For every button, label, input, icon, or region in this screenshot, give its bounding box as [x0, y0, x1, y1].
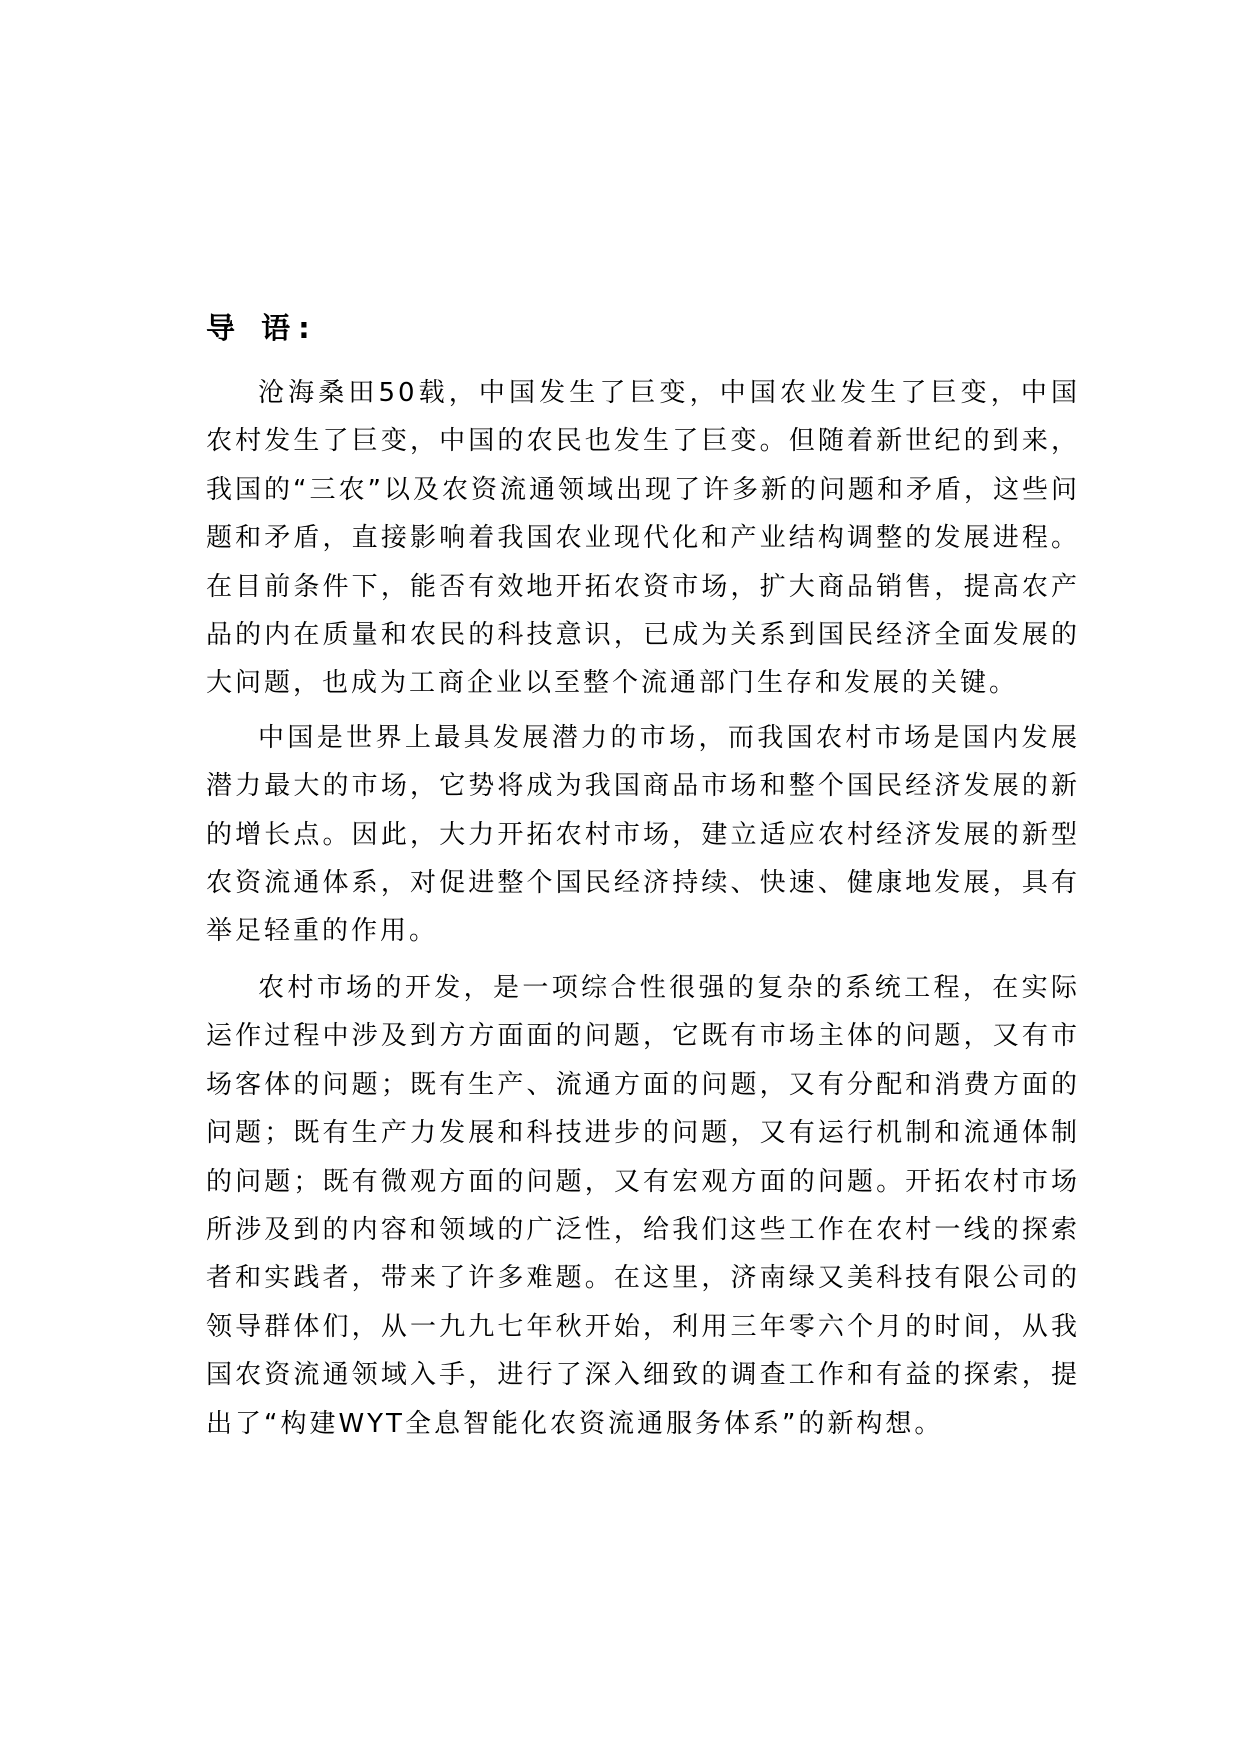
- paragraph-1: 沧海桑田50载，中国发生了巨变，中国农业发生了巨变，中国农村发生了巨变，中国的农民也发生了巨变。但随着新世纪的到来，我国的“三农”以及农资流通领域出现了许多新的问题和矛盾，这些问题和矛盾，直接影响着我国农业现代化和产业结构调整的发展进程。在目前条件下，能否有效地开拓农资市场，扩大商品销售，提高农产品的内在质量和农民的科技意识，已成为关系到国民经济全面发展的大问题，也成为工商企业以至整个流通部门生存和发展的关键。: [206, 378, 1080, 699]
- paragraph-2: 中国是世界上最具发展潜力的市场，而我国农村市场是国内发展潜力最大的市场，它势将成为我国商品市场和整个国民经济发展的新的增长点。因此，大力开拓农村市场，建立适应农村经济发展的新型农资流通体系，对促进整个国民经济持续、快速、健康地发展，具有举足轻重的作用。: [206, 722, 1080, 947]
- document-page: [206, 305, 1080, 1454]
- paragraph-3: 农村市场的开发，是一项综合性很强的复杂的系统工程，在实际运作过程中涉及到方方面面的问题，它既有市场主体的问题，又有市场客体的问题；既有生产、流通方面的问题，又有分配和消费方面的问题；既有生产力发展和科技进步的问题，又有运行机制和流通体制的问题；既有微观方面的问题，又有宏观方面的问题。开拓农村市场所涉及到的内容和领域的广泛性，给我们这些工作在农村一线的探索者和实践者，带来了许多难题。在这里，济南绿又美科技有限公司的领导群体们，从一九九七年秋开始，利用三年零六个月的时间，从我国农资流通领域入手，进行了深入细致的调查工作和有益的探索，提出了“构建WYT全息智能化农资流通服务体系”的新构想。: [206, 972, 1080, 1439]
- section-heading: 导 语:: [206, 311, 318, 345]
